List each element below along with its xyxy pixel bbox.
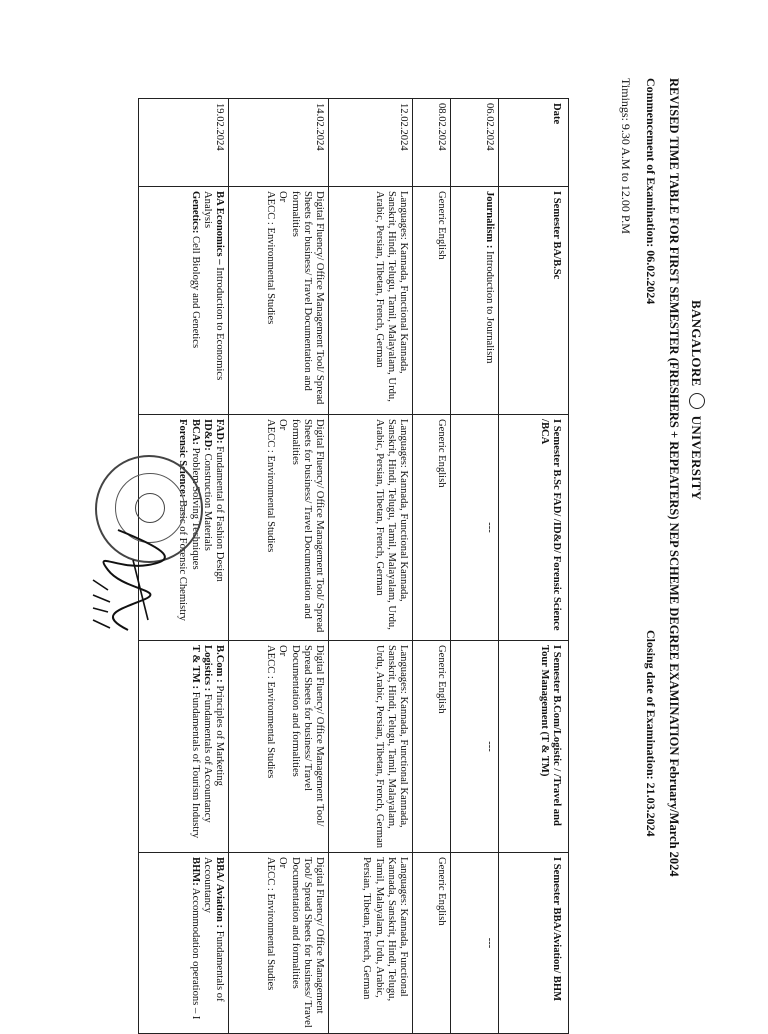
cell-label: Genetics: [189,191,201,234]
commencement-date: Commencement of Examination: 06.02.2024 [644,78,658,305]
cell-label: Forensic Science: [177,419,189,498]
cell-line [188,645,200,848]
cell-label: T & TM : [189,645,201,690]
cell-line [201,645,213,848]
cell-text: Cell Biology and Genetics [189,236,201,349]
cell-aecc: AECC : Environmental Studies [265,645,277,779]
cell: Generic English [413,187,451,415]
cell: Generic English [413,415,451,641]
cell [139,853,229,1034]
cell-text: Basic of Forensic Chemistry [177,500,189,621]
cell-dash: --- [484,937,495,949]
header-bcom-logistic: I Semester B.Com/Logistic / /Travel and Tour Management (T & TM) [499,641,569,853]
cell-line [188,191,200,410]
cell [451,641,499,853]
university-heading [688,300,705,500]
cell: Languages: Kannada, Functional Kannada, Sanskrit, Hindi, Telugu, Tamil, Malayalam, Urdu, Arabic, Persian, Tibetan, French, German [329,415,413,641]
cell: Languages: Kannada, Functional Kannada, Sanskrit, Hindi, Telugu, Tamil, Malayalam, Urdu, Arabic, Persian, Tibetan, French, German [329,853,413,1034]
seal-emblem-icon [135,493,165,523]
cell-dash: --- [484,522,495,533]
cell-line [201,191,225,410]
cell [451,187,499,415]
cell-text: Digital Fluency/ Office Management Tool/ Spread Sheets for business/ Travel Documentation and formalities [289,419,325,633]
cell-aecc: AECC : Environmental Studies [265,419,277,553]
cell-or: Or [277,191,289,203]
university-name: BANGALORE [689,300,704,387]
cell [451,853,499,1034]
cell-text: Introduction to Economics Analysis [201,191,225,381]
cell [229,641,329,853]
cell-text: Digital Fluency/ Office Management Tool/ Spread Sheets for business/ Travel Documentation and formalities [289,191,325,405]
exam-timings: Timings: 9.30 A.M to 12.00 P.M [619,78,633,234]
cell-text: Fundamentals of Accountancy [201,693,213,823]
closing-date: Closing date of Examination: 21.03.2024 [644,630,658,837]
handwritten-signature [78,520,188,670]
cell-line [213,645,225,848]
row-date: 14.02.2024 [229,99,329,187]
table-row [229,99,329,1034]
university-suffix: UNIVERSITY [689,415,704,501]
cell [451,415,499,641]
cell-label: BBA/ Aviation : [214,857,225,929]
row-date: 06.02.2024 [451,99,499,187]
row-date: 12.02.2024 [329,99,413,187]
cell-text: Fundamental of Fashion Design [214,446,225,582]
cell-aecc: AECC : Environmental Studies [265,857,277,991]
cell-or: Or [277,645,289,657]
cell-or: Or [277,419,289,431]
cell-text: Accommodation operations – I [189,887,201,1020]
cell-or: Or [277,857,289,869]
cell-label: Journalism : [484,191,495,249]
cell-label: B.Com : [214,645,225,683]
cell-label: BA Economics – [214,191,225,265]
cell: Languages: Kannada, Functional Kannada, Sanskrit, Hindi, Telugu, Tamil, Malayalam, Urdu, Arabic, Persian, Tibetan, French, German [329,641,413,853]
cell: Generic English [413,641,451,853]
table-row [329,99,413,1034]
cell-label: BCA: [189,419,201,445]
row-date: 19.02.2024 [139,99,229,187]
cell-text: Principles of Marketing [214,685,225,786]
cell-text: Digital Fluency/ Office Management Tool/ Spread Sheets for business/ Travel Documentation and formalities [289,857,325,1028]
cell [139,187,229,415]
header-ba-bsc: I Semester BA/B.Sc [499,187,569,415]
cell-label: Logistics : [201,645,213,692]
cell: Languages: Kannada, Functional Kannada, Sanskrit, Hindi, Telugu, Tamil, Malayalam, Urdu, Arabic, Persian, Tibetan, French, German [329,187,413,415]
cell-label: BHM: [189,857,201,886]
table-row [413,99,451,1034]
cell-line [213,419,225,636]
university-logo-icon [689,393,705,409]
header-bba-aviation-bhm: I Semester BBA/Aviation/ BHM [499,853,569,1034]
row-date: 08.02.2024 [413,99,451,187]
cell [139,641,229,853]
cell-text: Introduction to Journalism [484,251,495,364]
cell [229,187,329,415]
cell-text: Construction Materials [201,453,213,551]
header-date: Date [499,99,569,187]
cell-text: Fundamentals of Tourism Industry [189,691,201,839]
header-bsc-fad-bca: I Semester B.Sc FAD/ /ID&D/ Forensic Science /BCA [499,415,569,641]
cell-dash: --- [484,741,495,752]
cell: Generic English [413,853,451,1034]
timetable [138,98,569,1034]
cell-text: Fundamentals of Accountancy [201,857,225,1002]
cell-line [188,857,200,1029]
cell-label: FAD: [214,419,225,444]
table-header-row [499,99,569,1034]
cell-text: Digital Fluency/ Office Management Tool/ Spread Sheets for business/ Travel Documentation and formalities [289,645,325,827]
cell [229,415,329,641]
cell [229,853,329,1034]
cell-label: ID&D: [201,419,213,451]
cell-line [201,419,213,636]
document-title: REVISED TIME TABLE FOR FIRST SEMESTER (FRESHERS + REPEATERS) NEP SCHEME DEGREE EXAMINATION February/March 2024 [667,78,681,877]
cell-text: Problem Solving Techniques [189,447,201,570]
cell-line [201,857,225,1029]
cell-aecc: AECC : Environmental Studies [265,191,277,325]
table-row [451,99,499,1034]
